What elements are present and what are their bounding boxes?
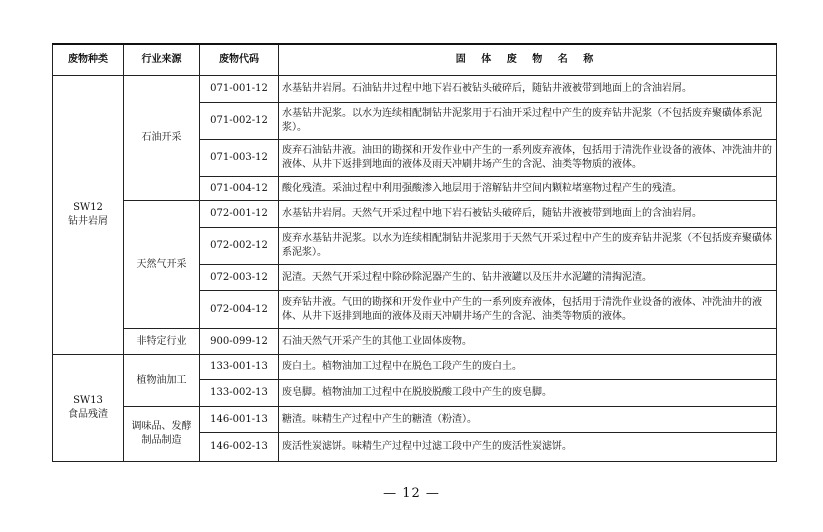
table-row <box>53 407 777 433</box>
header-name: 固 体 废 物 名 称 <box>279 44 777 76</box>
category-cell <box>53 76 124 355</box>
code-cell: 146-002-13 <box>200 433 279 462</box>
table-header-row <box>53 44 777 76</box>
category-cell <box>53 355 124 462</box>
code-cell: 133-001-13 <box>200 355 279 380</box>
waste-table <box>52 43 777 462</box>
description-cell: 水基钻井岩屑。天然气开采过程中地下岩石被钻头破碎后，随钻井液被带到地面上的含油岩屑。 <box>279 201 777 228</box>
category-line: 食品残渣 <box>68 409 108 420</box>
category-line: 钻井岩屑 <box>68 216 108 227</box>
table-body <box>53 76 777 462</box>
code-cell: 900-099-12 <box>200 329 279 355</box>
description-cell: 废弃钻井液。气田的勘探和开发作业中产生的一系列废弃液体，包括用于清洗作业设备的液体、冲洗油井的液体、从井下返排到地面的液体及雨天冲刷井场产生的含泥、油类等物质的液体。 <box>279 291 777 329</box>
table-row <box>53 201 777 228</box>
description-cell: 废皂脚。植物油加工过程中在脱胶脱酸工段中产生的废皂脚。 <box>279 380 777 407</box>
code-cell: 133-002-13 <box>200 380 279 407</box>
description-cell: 水基钻井泥浆。以水为连续相配制钻井泥浆用于石油开采过程中产生的废弃钻井泥浆（不包括废弃聚磺体系泥浆）。 <box>279 103 777 140</box>
category-line: SW12 <box>73 202 103 213</box>
header-industry: 行业来源 <box>124 44 200 76</box>
code-cell: 072-003-12 <box>200 265 279 291</box>
code-cell: 072-002-12 <box>200 228 279 265</box>
industry-cell: 植物油加工 <box>124 355 200 407</box>
code-cell: 072-001-12 <box>200 201 279 228</box>
code-cell: 071-002-12 <box>200 103 279 140</box>
header-code: 废物代码 <box>200 44 279 76</box>
description-cell: 酸化残渣。采油过程中利用强酸渗入地层用于溶解钻井空间内颗粒堵塞物过程产生的残渣。 <box>279 177 777 201</box>
description-cell: 废弃水基钻井泥浆。以水为连续相配制钻井泥浆用于天然气开采过程中产生的废弃钻井泥浆（不包括废弃聚磺体系泥浆）。 <box>279 228 777 265</box>
code-cell: 146-001-13 <box>200 407 279 433</box>
page-number: — 12 — <box>383 486 440 501</box>
description-cell: 废弃石油钻井液。油田的勘探和开发作业中产生的一系列废弃液体，包括用于清洗作业设备的液体、冲洗油井的液体、从井下返排到地面的液体及雨天冲刷井场产生的含泥、油类等物质的液体。 <box>279 140 777 177</box>
table-row <box>53 76 777 103</box>
code-cell: 072-004-12 <box>200 291 279 329</box>
code-cell: 071-001-12 <box>200 76 279 103</box>
table-row <box>53 329 777 355</box>
industry-cell: 天然气开采 <box>124 201 200 329</box>
table-row <box>53 355 777 380</box>
description-cell: 泥渣。天然气开采过程中除砂除泥器产生的、钻井液罐以及压井水泥罐的清掏泥渣。 <box>279 265 777 291</box>
industry-cell: 调味品、发酵制品制造 <box>124 407 200 462</box>
code-cell: 071-003-12 <box>200 140 279 177</box>
description-cell: 糖渣。味精生产过程中产生的糖渣（粉渣）。 <box>279 407 777 433</box>
description-cell: 水基钻井岩屑。石油钻井过程中地下岩石被钻头破碎后，随钻井液被带到地面上的含油岩屑。 <box>279 76 777 103</box>
category-line: SW13 <box>73 395 103 406</box>
code-cell: 071-004-12 <box>200 177 279 201</box>
description-cell: 石油天然气开采产生的其他工业固体废物。 <box>279 329 777 355</box>
industry-cell: 非特定行业 <box>124 329 200 355</box>
header-category: 废物种类 <box>53 44 124 76</box>
industry-cell: 石油开采 <box>124 76 200 201</box>
description-cell: 废白土。植物油加工过程中在脱色工段产生的废白土。 <box>279 355 777 380</box>
description-cell: 废活性炭滤饼。味精生产过程中过滤工段中产生的废活性炭滤饼。 <box>279 433 777 462</box>
